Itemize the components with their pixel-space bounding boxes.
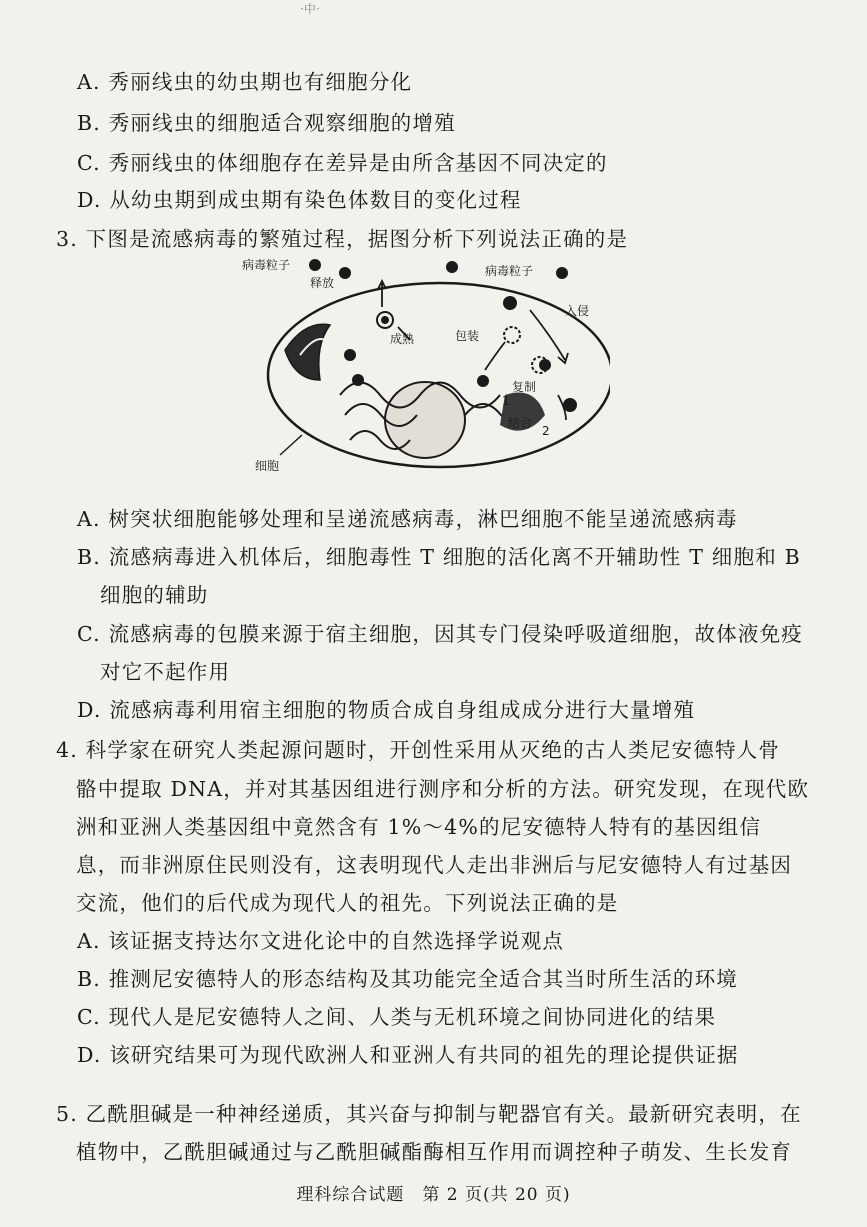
label-cell: 细胞 xyxy=(255,459,280,473)
label-release: 释放 xyxy=(310,276,335,290)
q3-option-b-cont: 细胞的辅助 xyxy=(100,583,209,607)
page-footer: 理科综合试题 第 2 页(共 20 页) xyxy=(296,1185,571,1205)
header-mark: ·中· xyxy=(300,2,320,16)
q4-option-d: D. 该研究结果可为现代欧洲人和亚洲人有共同的祖先的理论提供证据 xyxy=(77,1043,739,1067)
q4-stem-line: 交流，他们的后代成为现代人的祖先。下列说法正确的是 xyxy=(76,891,619,915)
label-virus-right: 病毒粒子 xyxy=(485,264,534,278)
q2-option-d: D. 从幼虫期到成虫期有染色体数目的变化过程 xyxy=(77,188,522,212)
q4-stem-line: 洲和亚洲人类基因组中竟然含有 1%～4%的尼安德特人特有的基因组信 xyxy=(76,815,762,839)
q3-option-c: C. 流感病毒的包膜来源于宿主细胞，因其专门侵染呼吸道细胞，故体液免疫 xyxy=(77,622,803,646)
q5-stem-line: 植物中，乙酰胆碱通过与乙酰胆碱酯酶相互作用而调控种子萌发、生长发育 xyxy=(76,1140,793,1164)
q4-stem-line: 4. 科学家在研究人类起源问题时，开创性采用从灭绝的古人类尼安德特人骨 xyxy=(56,738,781,762)
label-num2: 2 xyxy=(542,424,550,438)
mitochondrion xyxy=(285,324,330,380)
q3-option-a: A. 树突状细胞能够处理和呈递流感病毒，淋巴细胞不能呈递流感病毒 xyxy=(77,507,738,531)
cell-pointer-line xyxy=(280,435,302,455)
q4-option-c: C. 现代人是尼安德特人之间、人类与无机环境之间协同进化的结果 xyxy=(77,1005,717,1029)
q5-stem-line: 5. 乙酰胆碱是一种神经递质，其兴奋与抑制与靶器官有关。最新研究表明，在 xyxy=(56,1102,802,1126)
label-invade: 入侵 xyxy=(565,304,590,318)
label-package: 包装 xyxy=(455,329,480,343)
q3-option-b: B. 流感病毒进入机体后，细胞毒性 T 细胞的活化离不开辅助性 T 细胞和 B xyxy=(77,545,801,569)
q4-stem-line: 息，而非洲原住民则没有，这表明现代人走出非洲后与尼安德特人有过基因 xyxy=(76,853,793,877)
q4-option-b: B. 推测尼安德特人的形态结构及其功能完全适合其当时所生活的环境 xyxy=(77,967,738,991)
q3-stem: 3. 下图是流感病毒的繁殖过程，据图分析下列说法正确的是 xyxy=(56,227,629,251)
label-replicate: 复制 xyxy=(512,380,537,394)
q3-option-d: D. 流感病毒利用宿主细胞的物质合成自身组成成分进行大量增殖 xyxy=(77,698,696,722)
q2-option-a: A. 秀丽线虫的幼虫期也有细胞分化 xyxy=(77,70,413,94)
q4-stem-line: 骼中提取 DNA，并对其基因组进行测序和分析的方法。研究发现，在现代欧 xyxy=(76,777,810,801)
q3-option-c-cont: 对它不起作用 xyxy=(100,660,231,684)
influenza-replication-diagram xyxy=(240,245,610,480)
q4-option-a: A. 该证据支持达尔文进化论中的自然选择学说观点 xyxy=(77,929,565,953)
label-num1: 1 xyxy=(502,394,510,408)
label-mature: 成熟 xyxy=(390,332,415,346)
nucleus xyxy=(385,382,465,458)
label-combine: 结合 xyxy=(508,416,533,430)
q2-option-b: B. 秀丽线虫的细胞适合观察细胞的增殖 xyxy=(77,111,456,135)
q2-option-c: C. 秀丽线虫的体细胞存在差异是由所含基因不同决定的 xyxy=(77,151,608,175)
label-virus-left: 病毒粒子 xyxy=(242,258,291,272)
